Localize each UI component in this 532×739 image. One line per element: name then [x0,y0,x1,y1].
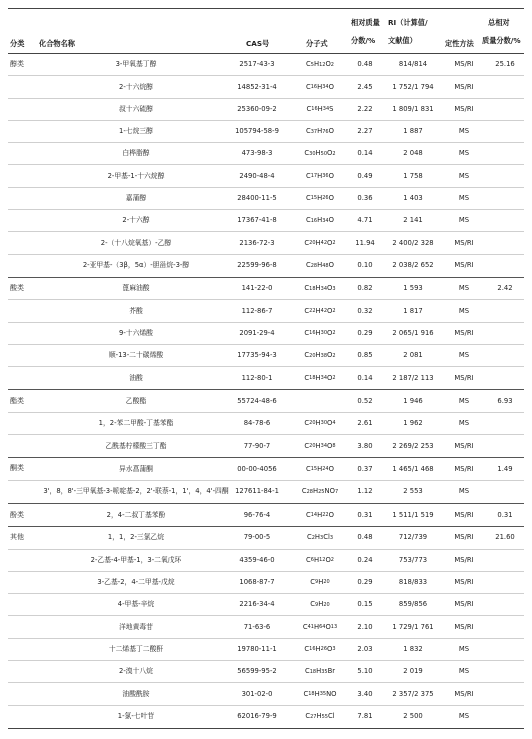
relative-mass-fraction-cell: 3.80 [357,441,373,450]
table-row [8,255,524,277]
relative-mass-fraction-cell: 0.36 [357,194,373,203]
relative-mass-fraction-cell: 4.71 [357,216,373,225]
header-total-line1: 总相对 [488,18,510,27]
relative-mass-fraction-cell: 0.10 [357,261,373,270]
formula-cell: C 16 H 30 O 2 [304,328,336,337]
method-cell: MS/RI [454,689,474,698]
retention-index-cell: 753/773 [398,555,428,564]
retention-index-cell: 1 403 [403,194,423,203]
method-cell: MS [458,149,470,158]
table-row [8,232,524,254]
table-row [8,188,524,210]
relative-mass-fraction-cell: 7.81 [357,712,373,721]
retention-index-cell: 2 141 [403,216,423,225]
cas-cell: 2091-29-4 [239,328,275,337]
relative-mass-fraction-cell: 5.10 [357,667,373,676]
method-cell: MS [458,216,470,225]
compound-name-cell: 2-十六烷醇 [119,82,153,91]
formula-cell: C 15 H 26 O [306,194,334,203]
table-row [8,143,524,165]
formula-cell: C 5 H 12 O 2 [306,60,334,69]
retention-index-cell: 2 357/2 375 [392,689,434,698]
cas-cell: 25360-09-2 [237,104,277,113]
compound-name-cell: 3-甲氧基丁醇 [115,60,157,69]
cas-cell: 4359-46-0 [239,555,275,564]
cas-cell: 79-00-5 [243,533,271,542]
relative-mass-fraction-cell: 11.94 [355,238,375,247]
compound-name-cell: 2-甲基-1-十六烷醇 [107,171,165,180]
table-row [8,413,524,435]
table-row [8,527,524,549]
retention-index-cell: 712/739 [398,533,428,542]
cas-cell: 2517-43-3 [239,60,275,69]
total-mass-fraction-cell: 0.31 [497,510,513,519]
cas-cell: 71-63-6 [243,622,271,631]
retention-index-cell: 1 946 [403,396,423,405]
compound-name-cell: 3'，8，8'-三甲氧基-3-哌啶基-2，2'-联萘-1，1'，4，4'-四酮 [43,487,229,496]
formula-cell: C 20 H 38 O 2 [304,351,336,360]
table-row [8,594,524,616]
relative-mass-fraction-cell: 0.29 [357,578,373,587]
table-row [8,504,524,526]
cas-cell: 473-98-3 [241,149,273,158]
method-cell: MS [458,712,470,721]
formula-cell: C 22 H 42 O 2 [304,306,336,315]
method-cell: MS/RI [454,464,474,473]
cas-cell: 141-22-0 [241,284,273,293]
table-row [8,616,524,638]
table-row [8,458,524,480]
table-body [8,54,524,729]
compound-name-cell: 9-十六烯酸 [119,328,153,337]
retention-index-cell: 2 187/2 113 [392,373,434,382]
formula-cell: C 16 H 26 O 3 [304,644,336,653]
method-cell: MS/RI [454,261,474,270]
method-cell: MS/RI [454,104,474,113]
retention-index-cell: 1 752/1 794 [392,82,434,91]
method-cell: MS/RI [454,600,474,609]
method-cell: MS [458,284,470,293]
retention-index-cell: 1 887 [403,127,423,136]
formula-cell: C 28 H 25 NO 7 [301,487,339,496]
table-group [8,504,524,527]
table-row [8,481,524,503]
formula-cell: C 20 H 30 O 4 [304,419,336,427]
relative-mass-fraction-cell: 0.14 [357,373,373,382]
cas-cell: 112-86-7 [241,306,273,315]
formula-cell: C 18 H 35 Br [304,667,336,676]
table-group [8,527,524,729]
relative-mass-fraction-cell: 0.52 [357,396,373,405]
method-cell: MS [458,644,470,653]
cas-cell: 301-02-0 [241,689,273,698]
relative-mass-fraction-cell: 0.85 [357,351,373,360]
relative-mass-fraction-cell: 2.22 [357,104,373,113]
method-cell: MS/RI [454,328,474,337]
formula-cell: C 17 H 36 O [306,171,334,180]
compound-name-cell: 顺-13-二十碳烯酸 [108,351,164,360]
cas-cell: 00-00-4056 [237,464,277,473]
formula-cell: C 15 H 24 O [306,464,334,473]
retention-index-cell: 1 817 [403,306,423,315]
formula-cell: C 30 H 50 O 2 [304,149,336,158]
formula-cell: C 18 H 34 O 2 [304,373,336,382]
header-ri-line1: RI（计算值/ [388,18,428,27]
relative-mass-fraction-cell: 0.15 [357,600,373,609]
compound-name-cell: 1，2-苯二甲酸-丁基苯酯 [98,419,174,427]
compound-name-cell: 2-（十八烷氧基）-乙醇 [100,238,172,247]
table-row [8,54,524,76]
compound-name-cell: 1-氯-七叶苷 [117,712,155,721]
header-category: 分类 [10,39,25,48]
relative-mass-fraction-cell: 0.32 [357,306,373,315]
cas-cell: 56599-95-2 [237,667,277,676]
total-mass-fraction-cell: 21.60 [495,533,515,542]
table-row [8,165,524,187]
relative-mass-fraction-cell: 2.45 [357,82,373,91]
relative-mass-fraction-cell: 2.27 [357,127,373,136]
category-cell: 酮类 [10,464,24,473]
cas-cell: 62016-79-9 [237,712,277,721]
method-cell: MS/RI [454,622,474,631]
formula-cell: C 20 H 34 O 8 [304,441,336,450]
cas-cell: 96-76-4 [243,510,271,519]
compound-name-cell: 3-乙基-2，4-二甲基-戊烷 [97,578,175,587]
formula-cell: C 18 H 34 O 3 [304,284,336,293]
method-cell: MS [458,667,470,676]
method-cell: MS [458,419,470,427]
method-cell: MS/RI [454,238,474,247]
table-group [8,458,524,504]
cas-cell: 112-80-1 [241,373,273,382]
formula-cell: C 6 H 12 O 2 [306,555,334,564]
formula-cell: C 18 H 35 NO [303,689,337,698]
header-total-line2: 质量分数/% [482,36,521,45]
formula-cell: C 14 H 22 O [306,510,334,519]
table-row [8,121,524,143]
compound-name-cell: 白桦脂醇 [122,149,150,158]
retention-index-cell: 859/856 [398,600,428,609]
retention-index-cell: 2 065/1 916 [392,328,434,337]
total-mass-fraction-cell: 2.42 [497,284,513,293]
retention-index-cell: 2 553 [403,487,423,496]
header-pct-line1: 相对质量 [351,18,380,27]
cas-cell: 17735-94-3 [237,351,277,360]
method-cell: MS/RI [454,533,474,542]
table-group [8,390,524,458]
cas-cell: 127611-84-1 [235,487,279,496]
formula-cell [292,390,348,411]
cas-cell: 22599-96-8 [237,261,277,270]
retention-index-cell: 814/814 [398,60,428,69]
compound-name-cell: 油酸 [129,373,143,382]
category-cell: 醇类 [10,60,24,69]
formula-cell: C 37 H 76 O [306,127,334,136]
header-cas: CAS号 [246,39,270,48]
method-cell: MS/RI [454,60,474,69]
header-ri-line2: 文献值） [388,36,417,45]
method-cell: MS [458,171,470,180]
retention-index-cell: 1 962 [403,419,423,427]
table-row [8,683,524,705]
category-cell: 其他 [10,533,24,542]
cas-cell: 55724-48-6 [237,396,277,405]
cas-cell: 2136-72-3 [239,238,275,247]
table-row [8,367,524,389]
compound-name-cell: 蓖麻油酸 [122,284,150,293]
total-mass-fraction-cell: 6.93 [497,396,513,405]
method-cell: MS/RI [454,555,474,564]
formula-cell: C 9 H 20 [310,600,330,609]
compound-name-cell: 2-乙基-4-甲基-1，3-二氧戊环 [90,555,182,564]
relative-mass-fraction-cell: 0.31 [357,510,373,519]
formula-cell: C 41 H 64 O 13 [302,622,338,631]
category-cell: 酚类 [10,510,24,519]
compound-name-cell: 芥酸 [129,306,143,315]
compound-name-cell: 2-亚甲基-（3β，5α）-胆甾烷-3-醇 [82,261,190,270]
relative-mass-fraction-cell: 2.61 [357,419,373,427]
method-cell: MS [458,351,470,360]
compound-name-cell: 嘉蒲醇 [125,194,147,203]
formula-cell: C 28 H 48 O [306,261,334,270]
retention-index-cell: 2 500 [403,712,423,721]
cas-cell: 28400-11-5 [237,194,277,203]
formula-cell: C 16 H 34 S [306,104,334,113]
method-cell: MS/RI [454,441,474,450]
retention-index-cell: 2 019 [403,667,423,676]
compound-name-cell: 洋地黄毒苷 [119,622,153,631]
relative-mass-fraction-cell: 0.49 [357,171,373,180]
cas-cell: 17367-41-8 [237,216,277,225]
table-row [8,210,524,232]
formula-cell: C 16 H 34 O [306,216,334,225]
retention-index-cell: 1 729/1 761 [392,622,434,631]
table-row [8,300,524,322]
header-pct-line2: 分数/% [351,36,376,45]
formula-cell: C 16 H 34 O [306,82,334,91]
compound-name-cell: 叔十六硫醇 [119,104,153,113]
compound-name-cell: 1-七烷三醇 [119,127,153,136]
category-cell: 酯类 [10,396,24,405]
method-cell: MS [458,194,470,203]
compound-name-cell: 2，4-二叔丁基苯酚 [106,510,166,519]
table-row [8,345,524,367]
table-row [8,390,524,412]
retention-index-cell: 1 511/1 519 [392,510,434,519]
method-cell: MS/RI [454,373,474,382]
relative-mass-fraction-cell: 2.03 [357,644,373,653]
compound-name-cell: 异水菖蒲酮 [119,464,153,473]
method-cell: MS [458,487,470,496]
table-row [8,99,524,121]
total-mass-fraction-cell: 1.49 [497,464,513,473]
compound-name-cell: 2-十六醇 [122,216,150,225]
compound-name-cell: 十二烯基丁二酸酐 [108,644,164,653]
retention-index-cell: 1 832 [403,644,423,653]
relative-mass-fraction-cell: 0.29 [357,328,373,337]
method-cell: MS/RI [454,578,474,587]
table-row [8,435,524,457]
retention-index-cell: 1 809/1 831 [392,104,434,113]
relative-mass-fraction-cell: 3.40 [357,689,373,698]
formula-cell: C 20 H 42 O 2 [304,238,336,247]
retention-index-cell: 2 038/2 652 [392,261,434,270]
relative-mass-fraction-cell: 0.48 [357,60,373,69]
cas-cell: 19780-11-1 [237,644,277,653]
retention-index-cell: 2 400/2 328 [392,238,434,247]
method-cell: MS/RI [454,510,474,519]
relative-mass-fraction-cell: 1.12 [357,487,373,496]
table-row [8,323,524,345]
table-row [8,76,524,98]
compound-name-cell: 4-甲基-辛烷 [117,600,155,609]
cas-cell: 77-90-7 [243,441,271,450]
relative-mass-fraction-cell: 0.37 [357,464,373,473]
table-row [8,572,524,594]
cas-cell: 105794-58-9 [235,127,279,136]
header-formula: 分子式 [306,39,328,48]
formula-cell: C 9 H 20 [310,578,330,587]
compound-name-cell: 乙酰基柠檬酸三丁酯 [105,441,167,450]
retention-index-cell: 1 465/1 468 [392,464,434,473]
table-group [8,278,524,390]
method-cell: MS/RI [454,82,474,91]
compound-name-cell: 油酸酰胺 [122,689,150,698]
retention-index-cell: 2 269/2 253 [392,441,434,450]
relative-mass-fraction-cell: 0.48 [357,533,373,542]
cas-cell: 1068-87-7 [239,578,275,587]
relative-mass-fraction-cell: 0.24 [357,555,373,564]
cas-cell: 2490-48-4 [239,171,275,180]
cas-cell: 2216-34-4 [239,600,275,609]
method-cell: MS [458,396,470,405]
table-row [8,550,524,572]
retention-index-cell: 2 081 [403,351,423,360]
table-group [8,54,524,278]
category-cell: 酸类 [10,284,24,293]
total-mass-fraction-cell: 25.16 [495,60,515,69]
method-cell: MS [458,127,470,136]
retention-index-cell: 2 048 [403,149,423,158]
relative-mass-fraction-cell: 0.82 [357,284,373,293]
formula-cell: C 27 H 55 Cl [305,712,335,721]
table-row [8,661,524,683]
header-compound: 化合物名称 [39,39,75,48]
table-row [8,278,524,300]
retention-index-cell: 1 593 [403,284,423,293]
table-row [8,639,524,661]
retention-index-cell: 1 758 [403,171,423,180]
retention-index-cell: 818/833 [398,578,428,587]
relative-mass-fraction-cell: 2.10 [357,622,373,631]
cas-cell: 84-78-6 [243,419,271,427]
method-cell: MS [458,306,470,315]
table-row [8,706,524,728]
compound-name-cell: 1，1，2-三氯乙烷 [107,533,165,542]
compound-name-cell: 乙酸酯 [125,396,147,405]
header-method: 定性方法 [445,39,474,48]
formula-cell: C 2 H 3 Cl 3 [306,533,334,542]
relative-mass-fraction-cell: 0.14 [357,149,373,158]
table-header [8,8,524,54]
compound-name-cell: 2-溴十八烷 [119,667,153,676]
cas-cell: 14852-31-4 [237,82,277,91]
